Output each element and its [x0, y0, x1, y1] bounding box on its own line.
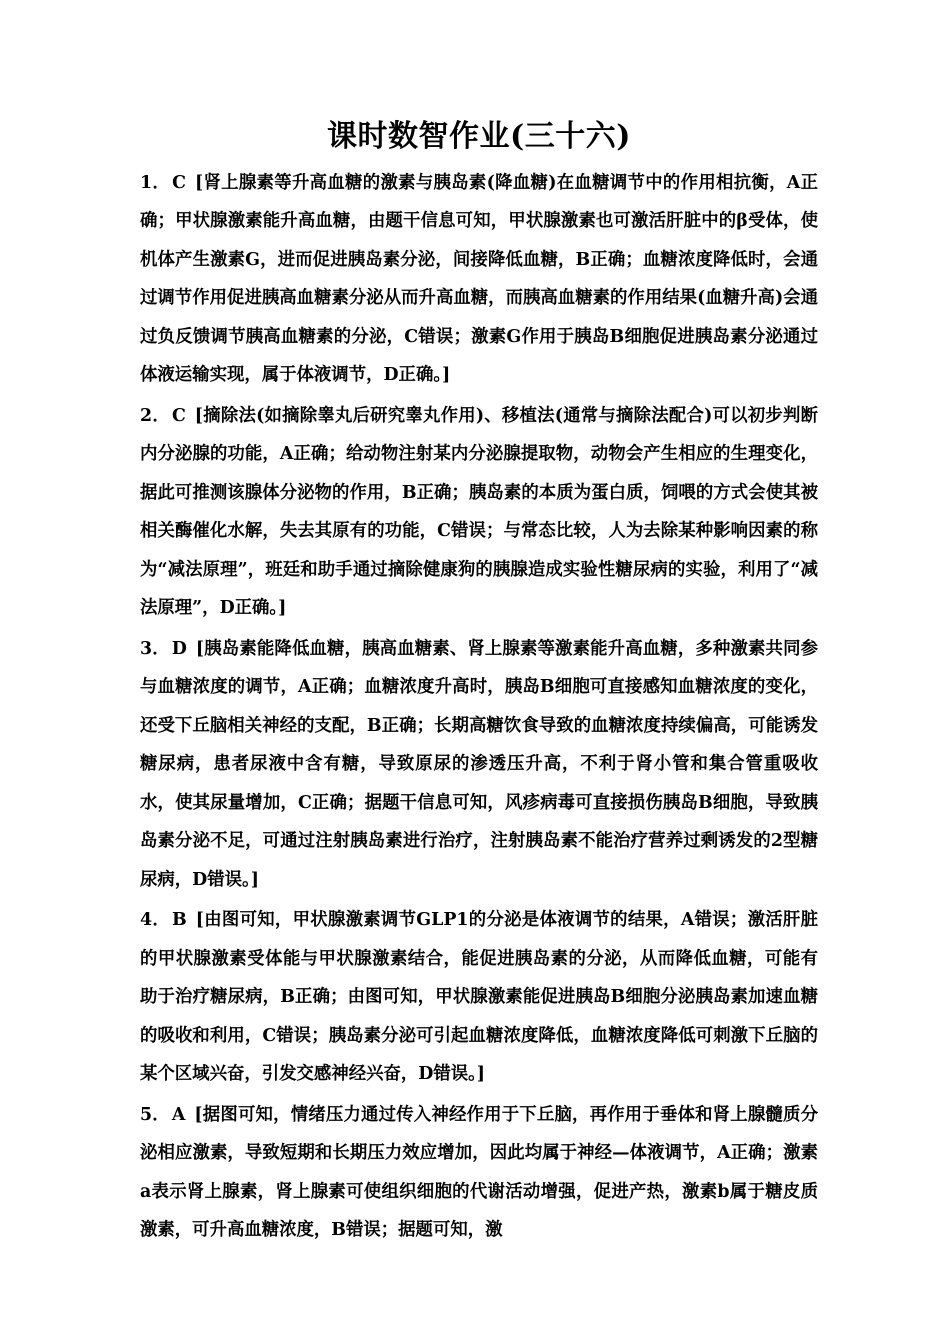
answer-item-1: [140, 164, 818, 395]
answer-explanation: [摘除法(如摘除睾丸后研究睾丸作用)、移植法(通常与摘除法配合)可以初步判断内分泌腺的功能，A正确；给动物注射某内分泌腺提取物，动物会产生相应的生理变化，据此可推测该腺体分泌物的作用，B正确；胰岛素的本质为蛋白质，饲喂的方式会使其被相关酶催化水解，失去其原有的功能，C错误；与常态比较，人为去除某种影响因素的称为“减法原理”，班廷和助手通过摘除健康狗的胰腺造成实验性糖尿病的实验，利用了“减法原理”，D正确。]: [140, 405, 818, 618]
answer-item-2: [140, 397, 818, 628]
answer-item-4: [140, 901, 818, 1094]
answer-number: 3．: [140, 638, 170, 659]
page-content: [140, 0, 818, 1252]
answer-option: B: [172, 910, 187, 930]
answer-number: 5．: [140, 1104, 170, 1125]
answer-option: C: [171, 405, 186, 426]
answer-explanation-list: [140, 164, 818, 1250]
answer-option: C: [172, 172, 186, 193]
page-title: 课时数智作业(三十六): [327, 119, 631, 154]
answer-option: A: [171, 1104, 186, 1125]
answer-explanation: [肾上腺素等升高血糖的激素与胰岛素(降血糖)在血糖调节中的作用相抗衡，A正确；甲状腺激素能升高血糖，由题干信息可知，甲状腺激素也可激活肝脏中的β受体，使机体产生激素G，进而促进胰岛素分泌，间接降低血糖，B正确；血糖浓度降低时，会通过调节作用促进胰高血糖素分泌从而升高血糖，而胰高血糖素的作用结果(血糖升高)会通过负反馈调节胰高血糖素的分泌，C错误；激素G作用于胰岛B细胞促进胰岛素分泌通过体液运输实现，属于体液调节，D正确。]: [140, 172, 818, 385]
answer-explanation: [胰岛素能降低血糖，胰高血糖素、肾上腺素等激素能升高血糖，多种激素共同参与血糖浓度的调节，A正确；血糖浓度升高时，胰岛B细胞可直接感知血糖浓度的变化，还受下丘脑相关神经的支配，B正确；长期高糖饮食导致的血糖浓度持续偏高，可能诱发糖尿病，患者尿液中含有糖，导致原尿的渗透压升高，不利于肾小管和集合管重吸收水，使其尿量增加，C正确；据题干信息可知，风疹病毒可直接损伤胰岛B细胞，导致胰岛素分泌不足，可通过注射胰岛素进行治疗，注射胰岛素不能治疗营养过剩诱发的2型糖尿病，D错误。]: [140, 638, 818, 890]
answer-explanation: [据图可知，情绪压力通过传入神经作用于下丘脑，再作用于垂体和肾上腺髓质分泌相应激素，导致短期和长期压力效应增加，因此均属于神经—体液调节，A正确；激素a表示肾上腺素，肾上腺素可使组织细胞的代谢活动增强，促进产热，激素b属于糖皮质激素，可升高血糖浓度，B错误；据题可知，激: [140, 1104, 818, 1240]
answer-explanation: [由图可知，甲状腺激素调节GLP1的分泌是体液调节的结果，A错误；激活肝脏的甲状腺激素受体能与甲状腺激素结合，能促进胰岛素的分泌，从而降低血糖，可能有助于治疗糖尿病，B正确；由图可知，甲状腺激素能促进胰岛B细胞分泌胰岛素加速血糖的吸收和利用，C错误；胰岛素分泌可引起血糖浓度降低，血糖浓度降低可刺激下丘脑的某个区域兴奋，引发交感神经兴奋，D错误。]: [140, 910, 818, 1084]
answer-number: 1．: [140, 172, 171, 193]
answer-number: 2．: [140, 405, 170, 426]
answer-item-5: [140, 1096, 818, 1250]
answer-option: D: [171, 638, 187, 659]
answer-item-3: [140, 630, 818, 900]
answer-number: 4．: [140, 910, 171, 930]
